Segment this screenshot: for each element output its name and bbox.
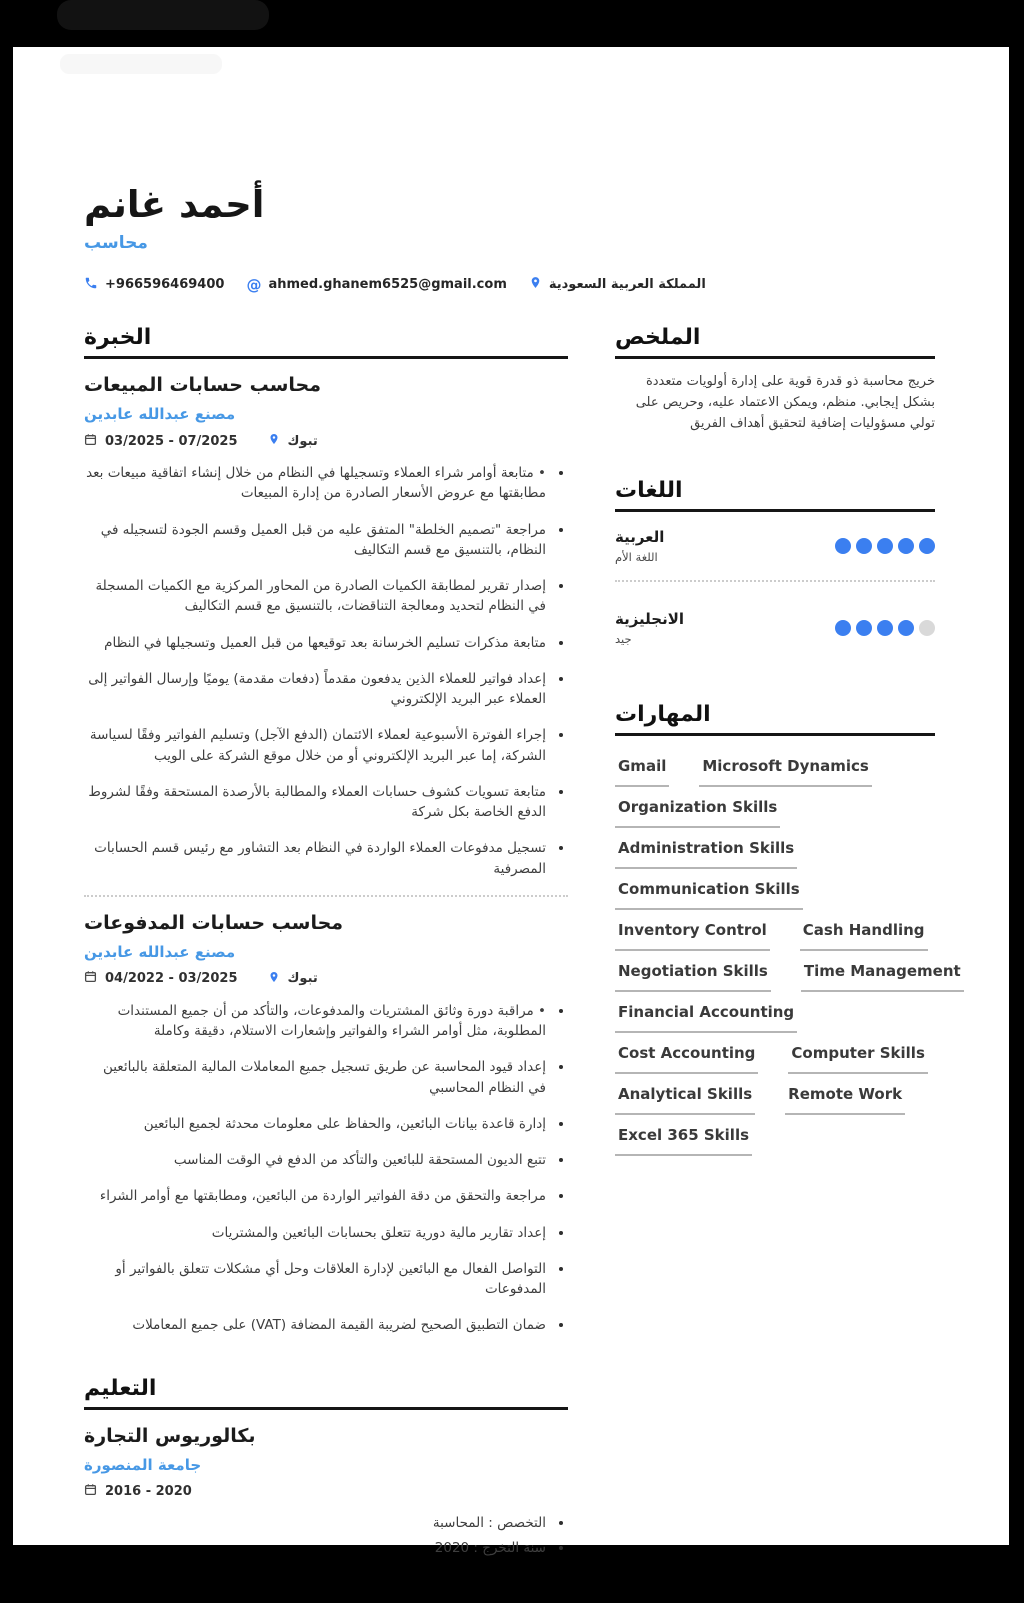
skill-row (615, 1074, 935, 1115)
skill-row (615, 787, 935, 828)
contact-row (84, 275, 935, 294)
location-text: المملكة العربية السعودية (548, 277, 706, 292)
language-separator (615, 580, 935, 582)
bullet-item: • إدارة قاعدة بيانات البائعين، والحفاظ على معلومات محدثة لجميع البائعين (84, 1114, 548, 1134)
skill-chip: Inventory Control (615, 910, 770, 951)
skill-row (615, 992, 935, 1033)
dot-filled (898, 620, 914, 636)
skill-chip-grid (615, 746, 961, 1156)
dot-filled (835, 620, 851, 636)
job-title: محاسب حسابات المبيعات (84, 374, 321, 396)
calendar-icon (84, 433, 97, 450)
job-dates: 03/2025 - 07/2025 (105, 433, 238, 449)
skill-chip: Excel 365 Skills (615, 1115, 752, 1156)
company-name: مصنع عبدالله عابدين (84, 942, 236, 961)
job-bullet-list (84, 1001, 568, 1336)
bullet-item: • إعداد قيود المحاسبة عن طريق تسجيل جميع المعاملات المالية المتعلقة بالبائعين في النظام المحاسبي (84, 1057, 548, 1098)
job-meta-row (84, 432, 568, 450)
bullet-item: • إعداد تقارير مالية دورية تتعلق بحسابات البائعين والمشتريات (84, 1223, 548, 1243)
bullet-item: • إعداد فواتير للعملاء الذين يدفعون مقدماً (دفعات مقدمة) يوميًا وإرسال الفواتير إلى العملاء عبر البريد الإلكتروني (84, 669, 548, 710)
at-icon: @ (246, 275, 262, 294)
candidate-name: أحمد غانم (84, 183, 265, 226)
dot-filled (877, 538, 893, 554)
skill-chip: Time Management (801, 951, 964, 992)
calendar-icon (84, 970, 97, 987)
language-level: اللغة الأم (615, 550, 658, 565)
job-location: تبوك (287, 433, 318, 449)
main-column (84, 325, 568, 1563)
skill-chip: Administration Skills (615, 828, 797, 869)
bullet-item: • التواصل الفعال مع البائعين لإدارة العلاقات وحل أي مشكلات تتعلق بالفواتير أو المدفوعات (84, 1259, 548, 1300)
calendar-icon (84, 1483, 97, 1500)
school-name: جامعة المنصورة (84, 1455, 202, 1474)
job-title: محاسب حسابات المدفوعات (84, 911, 344, 934)
dot-filled (919, 538, 935, 554)
skill-chip: Cost Accounting (615, 1033, 758, 1074)
bullet-item: • مراجعة "تصميم الخلطة" المتفق عليه من قبل العميل وقسم الجودة لتسجيله في النظام، بالتنسيق مع قسم التكاليف (84, 520, 548, 561)
job-entry-sales-accountant (84, 374, 568, 879)
skills-section (615, 702, 961, 1156)
map-pin-icon (268, 432, 280, 450)
location-contact (529, 275, 706, 294)
bullet-item: • ضمان التطبيق الصحيح لضريبة القيمة المضافة (VAT) على جميع المعاملات (84, 1315, 548, 1335)
proficiency-dots (835, 538, 935, 554)
job-bullet-list (84, 463, 568, 879)
phone-number: +966596469400 (105, 277, 225, 292)
dot-filled (877, 620, 893, 636)
skill-row (615, 828, 935, 869)
dot-filled (856, 620, 872, 636)
job-meta-row (84, 970, 568, 988)
languages-title: اللغات (615, 478, 935, 512)
phone-icon (84, 276, 98, 294)
sidebar-column (615, 325, 961, 1156)
experience-title: الخبرة (84, 325, 568, 359)
bullet-item: • • مراقبة دورة وثائق المشتريات والمدفوعات، والتأكد من أن جميع المستندات المطلوبة، مثل أوامر الشراء والفواتير وإشعارات الاستلام، دقيقة وكاملة (84, 1001, 548, 1042)
dot-filled (898, 538, 914, 554)
job-entry-payables-accountant (84, 912, 568, 1336)
education-section (84, 1376, 568, 1559)
email-contact[interactable] (246, 276, 506, 294)
skill-chip: Communication Skills (615, 869, 803, 910)
job-separator (84, 895, 568, 897)
dot-empty (919, 620, 935, 636)
experience-section (84, 325, 568, 1336)
language-name: العربية (615, 528, 665, 547)
proficiency-dots (835, 620, 935, 636)
skill-chip: Computer Skills (788, 1033, 927, 1074)
education-dates: 2016 - 2020 (105, 1483, 192, 1499)
languages-section (615, 478, 935, 660)
email-address: ahmed.ghanem6525@gmail.com (268, 277, 507, 292)
degree-name: بكالوريوس التجارة (84, 1424, 256, 1447)
skill-row (615, 910, 935, 951)
skill-chip: Gmail (615, 746, 669, 787)
dot-filled (856, 538, 872, 554)
summary-section (615, 325, 935, 434)
education-title: التعليم (84, 1376, 568, 1410)
bullet-item: • متابعة تسويات كشوف حسابات العملاء والمطالبة بالأرصدة المستحقة وفقًا لشروط الدفع الخاصة بكل شركة (84, 782, 548, 823)
skill-chip: Microsoft Dynamics (699, 746, 871, 787)
skill-row (615, 869, 935, 910)
bullet-item: • تتبع الديون المستحقة للبائعين والتأكد من الدفع في الوقت المناسب (84, 1150, 548, 1170)
skill-row (615, 951, 961, 992)
job-location: تبوك (287, 971, 318, 987)
skill-chip: Analytical Skills (615, 1074, 755, 1115)
candidate-job-title: محاسب (84, 233, 148, 253)
top-dark-tab (57, 0, 269, 30)
map-pin-icon (529, 275, 542, 294)
skill-chip: Negotiation Skills (615, 951, 771, 992)
skill-row (615, 746, 935, 787)
language-name: الانجليزية (615, 610, 685, 629)
bullet-item: • إصدار تقرير لمطابقة الكميات الصادرة من المحاور المركزية مع الكميات المسجلة في النظام لتحديد ومعالجة التناقضات، بالتنسيق مع قسم التكاليف (84, 576, 548, 617)
skill-row (615, 1033, 935, 1074)
bullet-item: • مراجعة والتحقق من دقة الفواتير الواردة من البائعين، ومطابقتها مع أوامر الشراء (84, 1186, 548, 1206)
skill-chip: Cash Handling (800, 910, 928, 951)
skills-title: المهارات (615, 702, 935, 736)
map-pin-icon (268, 970, 280, 988)
company-name: مصنع عبدالله عابدين (84, 405, 236, 423)
bullet-item: • تسجيل مدفوعات العملاء الواردة في النظام بعد التشاور مع رئيس قسم الحسابات المصرفية (84, 838, 548, 879)
bullet-item: • سنة التخرج : 2020 (84, 1538, 548, 1558)
language-row-english (615, 594, 935, 660)
page-ghost-highlight (60, 54, 222, 74)
skill-chip: Organization Skills (615, 787, 780, 828)
language-row-arabic (615, 512, 935, 578)
bullet-item: • إجراء الفوترة الأسبوعية لعملاء الائتمان (الدفع الآجل) وتسليم الفواتير وفقًا لسياسة الشركة، إما عبر البريد الإلكتروني أو من خلال موقع الشركة على الويب (84, 725, 548, 766)
resume-header (84, 47, 935, 294)
resume-page (13, 47, 1009, 1556)
bullet-item: • متابعة مذكرات تسليم الخرسانة بعد توقيعها من قبل العميل وتسجيلها في النظام (84, 633, 548, 653)
skill-chip: Financial Accounting (615, 992, 797, 1033)
bullet-item: • التخصص : المحاسبة (84, 1513, 548, 1533)
bullet-item: • • متابعة أوامر شراء العملاء وتسجيلها في النظام من خلال إنشاء اتفاقية مبيعات بعد مطابقتها مع عروض الأسعار الصادرة من إدارة المبيعات (84, 463, 548, 504)
job-dates: 04/2022 - 03/2025 (105, 971, 238, 987)
education-meta-row (84, 1483, 568, 1500)
dot-filled (835, 538, 851, 554)
summary-text: خريج محاسبة ذو قدرة قوية على إدارة أولويات متعددة بشكل إيجابي. منظم، ويمكن الاعتماد عليه، وحريص على تولي مسؤوليات إضافية لتحقيق أهداف الفريق (635, 374, 935, 431)
language-level: جيد (615, 632, 632, 647)
summary-title: الملخص (615, 325, 935, 359)
education-bullet-list (84, 1513, 568, 1559)
skill-row (615, 1115, 935, 1156)
skill-chip: Remote Work (785, 1074, 905, 1115)
phone-contact[interactable] (84, 276, 224, 294)
